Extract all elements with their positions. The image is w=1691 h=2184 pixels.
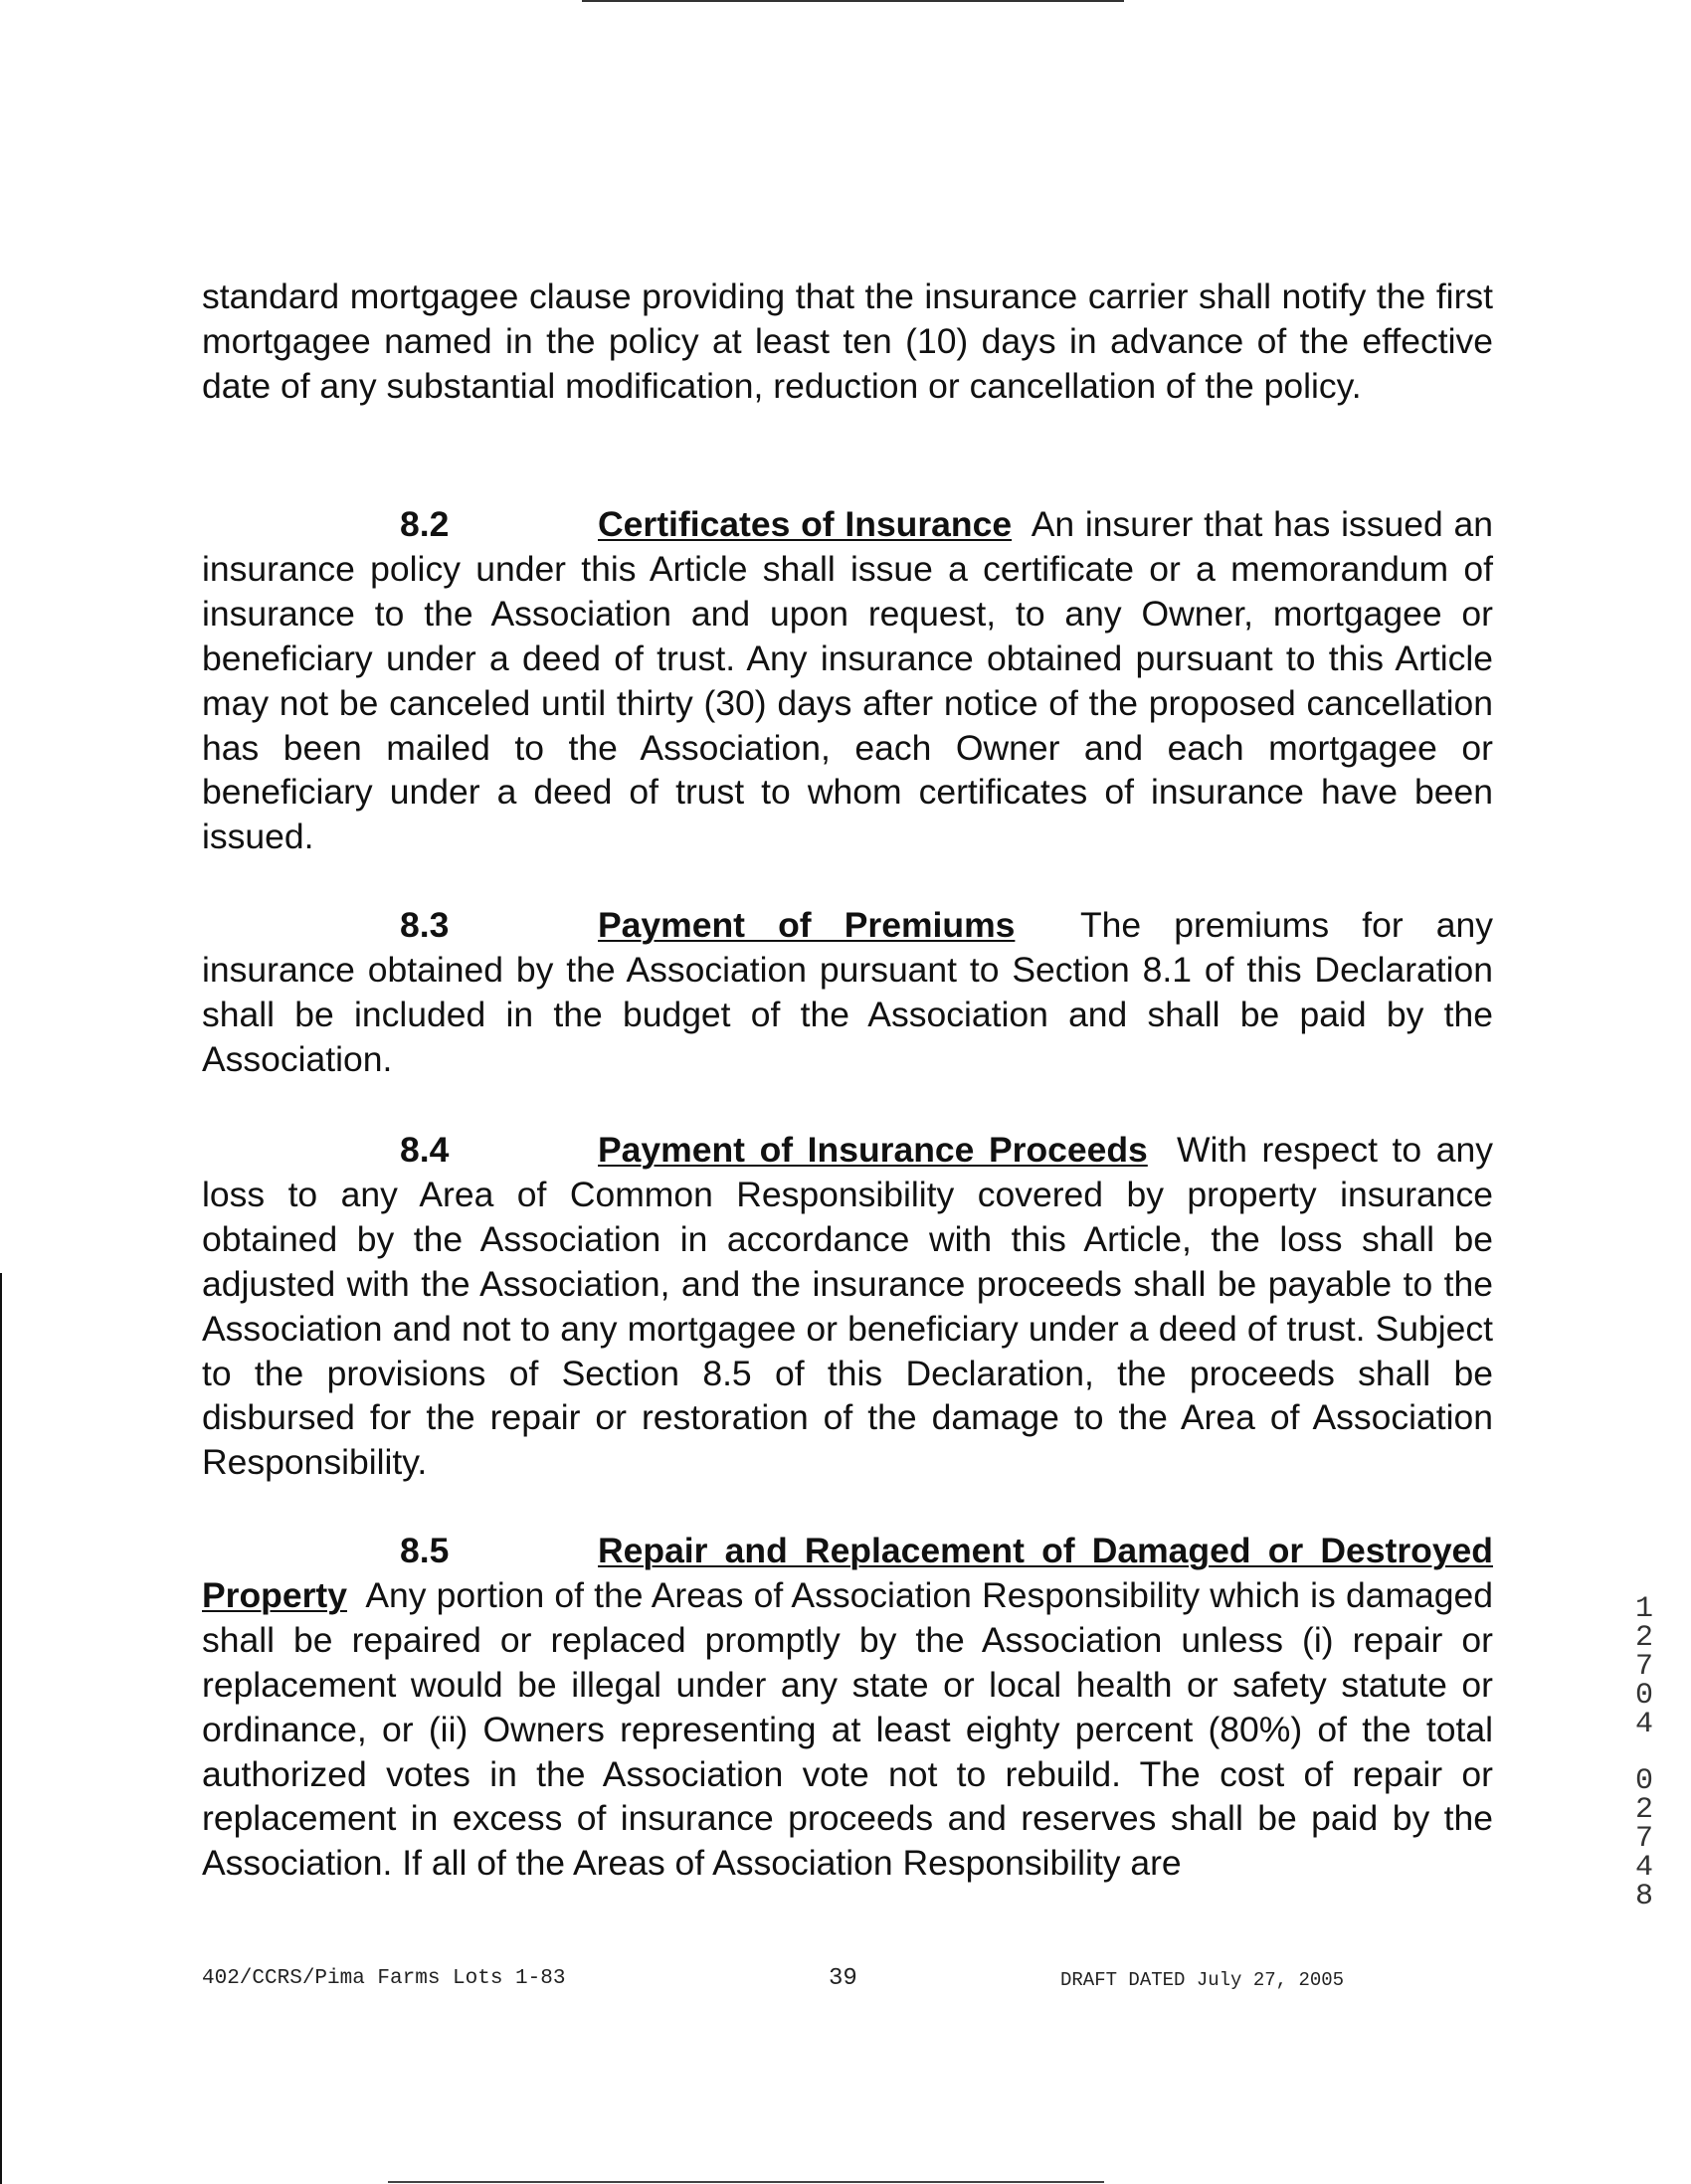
section-number: 8.5 [400,1531,450,1570]
stamp-digit: 7 [1634,1822,1653,1856]
section-heading: Repair and Replacement of Damaged or Destroyed Property [202,1531,1493,1615]
section-8-5 [202,1529,1493,1886]
stamp-digit: 0 [1634,1764,1653,1798]
footer-draft-date: DRAFT DATED July 27, 2005 [1060,1969,1345,1991]
stamp-digit: 4 [1634,1851,1653,1885]
section-heading: Certificates of Insurance [598,504,1013,544]
scan-edge-left [0,1273,2,2184]
section-text: With respect to any loss to any Area of Common Responsibility covered by property insurance obtained by the Association in accordance with this Article, the loss shall be adjusted with the Association, and the insurance proceeds shall be payable to the Association and not to any mortgagee or beneficiary under a deed of trust. Subject to the provisions of Section 8.5 of this Declaration, the proceeds shall be disbursed for the repair or restoration of the damage to the Area of Association Responsibility. [202,1130,1493,1483]
stamp-digit: 1 [1634,1592,1653,1626]
section-text: The premiums for any insurance obtained by the Association pursuant to Section 8.1 of this Declaration shall be included in the budget of the Association and shall be paid by the Association. [202,905,1493,1079]
stamp-gap [1629,1739,1659,1767]
stamp-digit: 4 [1634,1708,1653,1741]
section-text: Any portion of the Areas of Association Responsibility which is damaged shall be repaired or replaced promptly by the Association unless (i) repair or replacement would be illegal under any state or local health or safety statute or ordinance, or (ii) Owners representing at least eighty percent (80%) of the total authorized votes in the Association vote not to rebuild. The cost of repair or replacement in excess of insurance proceeds and reserves shall be paid by the Association. If all of the Areas of Association Responsibility are [202,1574,1493,1884]
footer-page-number: 39 [829,1965,857,1992]
stamp-digit: 0 [1634,1679,1653,1713]
section-text: An insurer that has issued an insurance policy under this Article shall issue a certificate or a memorandum of insurance to the Association and upon request, to any Owner, mortgagee or beneficiary under a deed of trust. Any insurance obtained pursuant to this Article may not be canceled until thirty (30) days after notice of the proposed cancellation has been mailed to the Association, each Owner and each mortgagee or beneficiary under a deed of trust to whom certificates of insurance have been issued. [202,504,1493,857]
scan-edge-bottom [388,2181,1104,2183]
stamp-digit: 2 [1634,1793,1653,1827]
section-8-2 [202,502,1493,859]
stamp-digit: 7 [1634,1650,1653,1684]
section-8-4 [202,1128,1493,1485]
section-number: 8.3 [400,905,450,945]
section-8-3 [202,903,1493,1082]
intro-paragraph: standard mortgagee clause providing that the insurance carrier shall notify the first mortgagee named in the policy at least ten (10) days in advance of the effective date of any substantial modification, reduction or cancellation of the policy. [202,276,1493,406]
recording-stamp [1629,1592,1659,1913]
section-heading: Payment of Insurance Proceeds [598,1130,1148,1170]
footer-file-reference: 402/CCRS/Pima Farms Lots 1-83 [202,1967,566,1990]
stamp-digit: 2 [1634,1621,1653,1655]
section-number: 8.2 [400,504,450,544]
scan-edge-top [582,0,1124,2]
stamp-digit: 8 [1634,1880,1653,1913]
section-heading: Payment of Premiums [598,905,1016,945]
section-number: 8.4 [400,1130,450,1170]
